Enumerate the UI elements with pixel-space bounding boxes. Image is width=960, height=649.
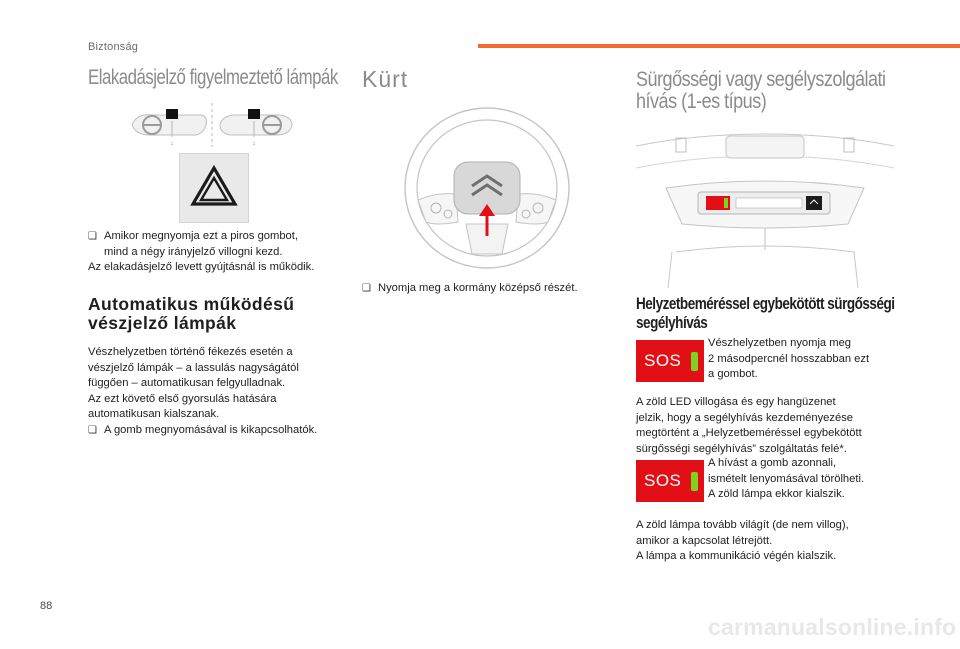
auto-hazard-line: Vészhelyzetben történő fékezés esetén a	[88, 346, 293, 358]
hazard-warning-icon	[180, 154, 248, 222]
checkbox-bullet-icon: ❏	[362, 283, 371, 294]
sos-connection-paragraph	[636, 518, 906, 565]
sos-cancel-line: A zöld lámpa ekkor kialszik.	[708, 488, 845, 501]
sos-led-line: megtörtént a „Helyzetbeméréssel egybekötött	[636, 427, 862, 440]
emergency-call-title-line1: Sürgősségi vagy segélyszolgálati	[636, 68, 886, 91]
sos-connection-line: amikor a kapcsolat létrejött.	[636, 534, 773, 547]
auto-hazard-line: vészjelző lámpák – a lassulás nagyságától	[88, 361, 299, 374]
hazard-paragraph: Az elakadásjelző levett gyújtásnál is működik.	[88, 261, 315, 274]
sos-instruction-paragraph	[708, 336, 898, 383]
auto-hazard-subtitle-line2: vészjelző lámpák	[88, 313, 237, 333]
sos-cancel-line: ismételt lenyomásával törölheti.	[708, 472, 865, 485]
sos-label: SOS	[644, 471, 682, 490]
auto-hazard-subtitle-line1: Automatikus működésű	[88, 294, 295, 314]
sos-led-paragraph	[636, 395, 906, 457]
horn-title: Kürt	[362, 66, 409, 92]
auto-hazard-line: automatikusan kialszanak.	[88, 408, 220, 421]
sos-green-led	[691, 352, 698, 371]
emergency-subtitle	[636, 295, 895, 333]
auto-hazard-paragraph	[88, 345, 353, 439]
emergency-call-title-line2: hívás (1-es típus)	[636, 90, 767, 113]
watermark: carmanualsonline.info	[708, 614, 957, 640]
sos-label: SOS	[644, 351, 682, 370]
sos-cancel-paragraph	[708, 456, 898, 503]
auto-hazard-subtitle	[88, 295, 294, 333]
page-number: 88	[40, 600, 53, 612]
hazard-lights-title: Elakadásjelző figyelmeztető lámpák	[88, 66, 338, 89]
auto-hazard-line: Az ezt követő első gyorsulás hatására	[88, 392, 277, 405]
sos-button-illustration	[636, 460, 704, 502]
checkbox-bullet-icon: ❏	[88, 424, 97, 436]
steering-wheel-illustration	[396, 104, 578, 270]
horn-bullet: Nyomja meg a kormány középső részét.	[378, 282, 578, 294]
emergency-subtitle-line1: Helyzetbeméréssel egybekötött sürgősségi	[636, 295, 895, 313]
header-accent-bar	[478, 44, 960, 48]
emergency-call-title	[636, 69, 886, 113]
auto-hazard-bullet: A gomb megnyomásával is kikapcsolhatók.	[104, 423, 318, 436]
auto-hazard-line: függően – automatikusan felgyulladnak.	[88, 377, 286, 390]
sos-led-line: jelzik, hogy a segélyhívás kezdeményezése	[636, 411, 854, 424]
sos-instruction-line: 2 másodpercnél hosszabban ezt	[708, 352, 870, 365]
checkbox-bullet-icon: ❏	[88, 231, 97, 242]
ceiling-console-illustration	[636, 128, 894, 288]
svg-text:↓: ↓	[170, 140, 174, 147]
svg-text:↓: ↓	[252, 140, 256, 147]
hazard-button-illustration	[179, 153, 249, 223]
sos-connection-line: A lámpa a kommunikáció végén kialszik.	[636, 550, 837, 563]
hazard-bullet-line1: Amikor megnyomja ezt a piros gombot,	[104, 230, 298, 242]
sos-led-line: A zöld LED villogása és egy hangüzenet	[636, 396, 836, 408]
sos-led-line: sürgősségi segélyhívás” szolgáltatás felé*.	[636, 442, 847, 455]
dashboard-illustration	[130, 103, 295, 149]
section-header: Biztonság	[88, 41, 139, 53]
sos-green-led	[691, 472, 698, 491]
sos-button-illustration	[636, 340, 704, 382]
sos-cancel-line: A hívást a gomb azonnali,	[708, 457, 837, 469]
emergency-subtitle-line2: segélyhívás	[636, 314, 708, 332]
sos-connection-line: A zöld lámpa tovább világít (de nem villog),	[636, 519, 849, 531]
sos-instruction-line: Vészhelyzetben nyomja meg	[708, 337, 852, 349]
hazard-bullet-line2: mind a négy irányjelző villogni kezd.	[104, 245, 283, 258]
sos-instruction-line: a gombot.	[708, 368, 758, 381]
